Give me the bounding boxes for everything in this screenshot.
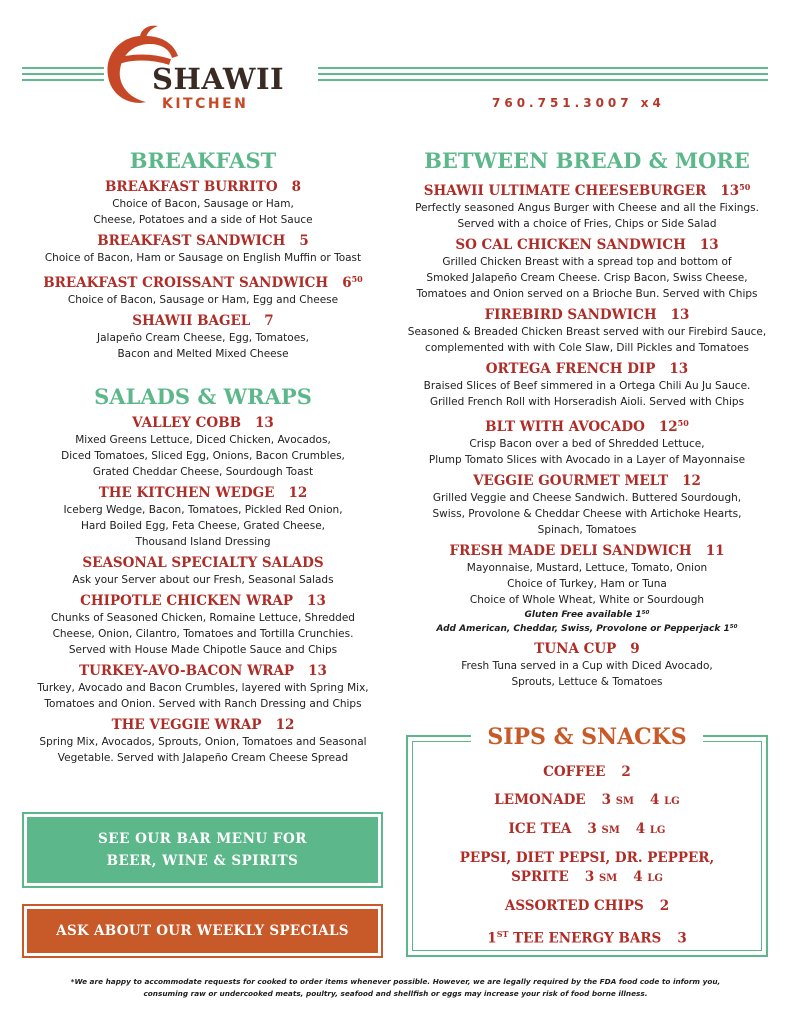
menu-item-price [292, 179, 301, 195]
menu-item [402, 178, 772, 232]
sips-item-label: TEE ENERGY BARS [513, 930, 662, 947]
price-dollars: 8 [291, 179, 302, 195]
menu-item-price [308, 663, 327, 679]
left-column [25, 148, 381, 766]
menu-item-price [255, 415, 274, 431]
menu-item-price [630, 641, 639, 657]
menu-item-description: Choice of Turkey, Ham or Tuna [507, 578, 667, 590]
menu-item-name: BREAKFAST BURRITO [104, 179, 278, 195]
menu-item-name: BLT WITH AVOCADO [485, 419, 645, 435]
price-cents: 50 [677, 418, 689, 428]
menu-item-name: VALLEY COBB [132, 415, 242, 431]
price-cents: 50 [739, 182, 751, 192]
sips-item-size-large: LG [647, 873, 663, 884]
menu-item-description: Plump Tomato Slices with Avocado in a Layer of Mayonnaise [428, 454, 746, 466]
price-dollars: 12 [658, 419, 678, 435]
menu-item-description: Smoked Jalapeño Cream Cheese. Crisp Bacon, Swiss Cheese, [426, 272, 748, 284]
menu-item [25, 414, 381, 480]
menu-item-note: Add American, Cheddar, Swiss, Provolone or Pepperjack 1⁵⁰ [436, 624, 738, 634]
menu-item-price [706, 543, 725, 559]
price-dollars: 7 [264, 313, 274, 329]
menu-item-description: Cheese, Onion, Cilantro, Tomatoes and Tortilla Crunchies. [52, 628, 354, 640]
menu-item-name: THE KITCHEN WEDGE [98, 485, 275, 501]
menu-item [25, 484, 381, 550]
header-rule [22, 73, 104, 75]
sips-item-size-small: SM [598, 873, 618, 884]
footnote-line: consuming raw or undercooked meats, poultry, seafood and shellfish or eggs may increase your risk of food borne illness. [143, 989, 648, 998]
sips-item-price-large: 4 [635, 821, 646, 837]
sips-item [408, 849, 766, 888]
phone-number: 760.751.3007 x4 [492, 96, 665, 110]
menu-item-description: Grilled French Roll with Horseradish Aioli. Served with Chips [429, 396, 745, 408]
sips-item [408, 791, 766, 811]
menu-item [402, 360, 772, 410]
sips-item-size-large: LG [649, 825, 666, 836]
weekly-specials-text: ASK ABOUT OUR WEEKLY SPECIALS [56, 923, 349, 939]
menu-item-note: Gluten Free available 1⁵⁰ [524, 610, 650, 620]
menu-item-price [671, 307, 690, 323]
menu-item-description: Mixed Greens Lettuce, Diced Chicken, Avocados, [75, 434, 331, 446]
between-list [402, 178, 772, 690]
menu-item-description: Cheese, Potatoes and a side of Hot Sauce [93, 214, 313, 226]
sips-item-price-small: 3 [587, 821, 597, 837]
menu-item-description: Jalapeño Cream Cheese, Egg, Tomatoes, [97, 332, 309, 344]
menu-item-description: Crisp Bacon over a bed of Shredded Lettuce, [469, 438, 705, 450]
menu-item-heading [402, 472, 772, 490]
breakfast-list [25, 178, 381, 362]
menu-item-name: SHAWII ULTIMATE CHEESEBURGER [423, 183, 707, 199]
footnote-line: *We are happy to accommodate requests for cooked to order items whenever possible. However, we are legally required by the FDA food code to inform you, [70, 977, 721, 986]
menu-item-description: complemented with with Cole Slaw, Dill Pickles and Tomatoes [425, 342, 749, 354]
section-title-breakfast: BREAKFAST [129, 148, 277, 173]
menu-item [25, 662, 381, 712]
sips-item-ordinal: ST [496, 929, 509, 939]
menu-item-price [700, 237, 719, 253]
sips-item-label: LEMONADE [494, 792, 586, 808]
menu-item-heading [25, 414, 381, 432]
menu-item [402, 640, 772, 690]
menu-item-price [307, 593, 326, 609]
menu-item-name: TUNA CUP [534, 641, 617, 657]
menu-item [25, 312, 381, 362]
food-safety-footnote [30, 976, 761, 1000]
menu-item-description: Mayonnaise, Mustard, Lettuce, Tomato, Onion [466, 562, 708, 574]
section-title-salads: SALADS & WRAPS [94, 384, 312, 409]
price-dollars: 13 [308, 663, 327, 679]
menu-item-name: VEGGIE GOURMET MELT [473, 473, 669, 489]
menu-item-price [288, 485, 307, 501]
sips-item-label: SPRITE [511, 869, 569, 885]
menu-item-name: FRESH MADE DELI SANDWICH [449, 543, 692, 559]
menu-item-name: SO CAL CHICKEN SANDWICH [455, 237, 686, 253]
header-rule [22, 67, 104, 69]
sips-item-label: PEPSI, DIET PEPSI, DR. PEPPER, [459, 850, 715, 866]
sips-item-label: ASSORTED CHIPS [504, 898, 644, 914]
menu-item-name: CHIPOTLE CHICKEN WRAP [80, 593, 294, 609]
menu-item-heading [25, 232, 381, 250]
salads-list [25, 414, 381, 766]
menu-item-description: Sprouts, Lettuce & Tomatoes [511, 676, 663, 688]
sips-item [408, 820, 766, 840]
menu-item-description: Turkey, Avocado and Bacon Crumbles, layered with Spring Mix, [37, 682, 369, 694]
menu-item [402, 542, 772, 636]
menu-item-heading [25, 178, 381, 196]
menu-item-description: Choice of Bacon, Ham or Sausage on English Muffin or Toast [44, 252, 362, 264]
menu-item-heading [25, 484, 381, 502]
sips-item-size-small: SM [615, 796, 634, 807]
menu-item-description: Fresh Tuna served in a Cup with Diced Avocado, [461, 660, 713, 672]
weekly-specials-box [22, 904, 383, 958]
sips-item-size-large: LG [664, 796, 680, 807]
menu-item-heading [402, 236, 772, 254]
section-title-between: BETWEEN BREAD & MORE [424, 148, 750, 173]
menu-item-description: Perfectly seasoned Angus Burger with Cheese and all the Fixings. [415, 202, 759, 214]
menu-item-description: Served with a choice of Fries, Chips or Side Salad [457, 218, 717, 230]
sips-item-size-small: SM [601, 825, 620, 836]
menu-item-description: Choice of Bacon, Sausage or Ham, Egg and Cheese [67, 294, 339, 306]
price-cents: 50 [351, 274, 363, 284]
menu-item-description: Swiss, Provolone & Cheddar Cheese with Artichoke Hearts, [432, 508, 742, 520]
menu-item-name: BREAKFAST CROISSANT SANDWICH [43, 275, 329, 291]
header-rule [22, 79, 104, 81]
section-title-sips: SIPS & SNACKS [471, 721, 703, 753]
menu-item-name: THE VEGGIE WRAP [111, 717, 262, 733]
sips-item [408, 763, 766, 782]
menu-item-heading [25, 270, 381, 292]
menu-item-description: Served with House Made Chipotle Sauce and Chips [68, 644, 338, 656]
menu-item-price [682, 473, 701, 489]
menu-item-description: Seasoned & Breaded Chicken Breast served with our Firebird Sauce, [407, 326, 767, 338]
menu-item-name: FIREBIRD SANDWICH [484, 307, 657, 323]
menu-item-description: Vegetable. Served with Jalapeño Cream Cheese Spread [57, 752, 349, 764]
sips-item-price-small: 3 [601, 792, 611, 808]
brand-logo [100, 22, 310, 122]
sips-item [408, 897, 766, 916]
menu-item [402, 236, 772, 302]
price-dollars: 13 [670, 307, 690, 323]
menu-item-description: Chunks of Seasoned Chicken, Romaine Lettuce, Shredded [51, 612, 355, 624]
sips-item-price-small: 3 [584, 869, 595, 885]
sips-item-price: 3 [677, 930, 687, 947]
menu-item-price [264, 313, 273, 329]
sips-item-label: COFFEE [543, 764, 606, 780]
price-dollars: 12 [288, 485, 308, 501]
menu-item-heading [402, 640, 772, 658]
header-rule [318, 67, 768, 69]
sips-item-price: 2 [659, 898, 670, 914]
menu-item [25, 592, 381, 658]
menu-item-price [659, 419, 689, 435]
price-dollars: 12 [682, 473, 701, 489]
menu-item [402, 306, 772, 356]
sips-item-price-large: 4 [633, 869, 643, 885]
menu-item [25, 716, 381, 766]
price-dollars: 6 [342, 275, 352, 291]
menu-item-price [720, 183, 750, 199]
menu-item-price [669, 361, 688, 377]
right-column [402, 148, 772, 690]
sips-item-price-large: 4 [650, 792, 660, 808]
menu-item-heading [25, 554, 381, 572]
menu-item-description: Grated Cheddar Cheese, Sourdough Toast [92, 466, 314, 478]
bar-menu-box [22, 812, 383, 888]
menu-item-description: Thousand Island Dressing [135, 536, 271, 548]
menu-item-description: Braised Slices of Beef simmered in a Ortega Chili Au Ju Sauce. [423, 380, 751, 392]
menu-item [25, 178, 381, 228]
menu-item-description: Grilled Chicken Breast with a spread top and bottom of [442, 256, 732, 268]
menu-item-name: BREAKFAST SANDWICH [97, 233, 286, 249]
menu-item-heading [402, 178, 772, 200]
price-dollars: 13 [699, 237, 719, 253]
menu-item-description: Diced Tomatoes, Sliced Egg, Onions, Bacon Crumbles, [61, 450, 345, 462]
menu-item-heading [25, 312, 381, 330]
menu-item-heading [402, 414, 772, 436]
price-dollars: 12 [275, 717, 295, 733]
menu-item-description: Hard Boiled Egg, Feta Cheese, Grated Cheese, [81, 520, 325, 532]
menu-item-heading [25, 662, 381, 680]
menu-item-name: SEASONAL SPECIALTY SALADS [82, 555, 324, 571]
price-dollars: 5 [299, 233, 309, 249]
menu-item-heading [25, 716, 381, 734]
header-rule [318, 73, 768, 75]
menu-item-name: SHAWII BAGEL [132, 313, 251, 329]
price-dollars: 13 [307, 593, 326, 609]
menu-item-heading [402, 306, 772, 324]
menu-item-description: Spring Mix, Avocados, Sprouts, Onion, Tomatoes and Seasonal [39, 736, 367, 748]
price-dollars: 13 [669, 361, 689, 377]
menu-item [402, 472, 772, 538]
menu-item-name: TURKEY-AVO-BACON WRAP [79, 663, 295, 679]
menu-item-heading [402, 360, 772, 378]
brand-subtitle: KITCHEN [162, 96, 249, 112]
menu-item [25, 270, 381, 308]
sips-snacks-box [406, 724, 768, 957]
menu-item [402, 414, 772, 468]
price-dollars: 13 [255, 415, 274, 431]
menu-header [0, 0, 791, 120]
bar-menu-line: SEE OUR BAR MENU FOR [98, 831, 307, 847]
menu-item-description: Bacon and Melted Mixed Cheese [117, 348, 289, 360]
price-dollars: 11 [705, 543, 725, 559]
price-dollars: 9 [630, 641, 640, 657]
price-dollars: 13 [720, 183, 740, 199]
header-rule [318, 79, 768, 81]
menu-item-description: Tomatoes and Onion served on a Brioche Bun. Served with Chips [416, 288, 758, 300]
menu-item-description: Choice of Bacon, Sausage or Ham, [112, 198, 294, 210]
bar-menu-line: BEER, WINE & SPIRITS [106, 853, 299, 869]
menu-item-price [299, 233, 308, 249]
sips-item-label: ICE TEA [508, 821, 572, 837]
menu-item-description: Spinach, Tomatoes [537, 524, 637, 536]
sips-item [408, 925, 766, 949]
sips-item-number: 1 [487, 930, 497, 947]
sips-list [408, 763, 766, 958]
menu-item-description: Ask your Server about our Fresh, Seasonal Salads [72, 574, 334, 586]
menu-item [25, 232, 381, 266]
menu-item-description: Grilled Veggie and Cheese Sandwich. Buttered Sourdough, [432, 492, 742, 504]
menu-item-heading [25, 592, 381, 610]
menu-item-name: ORTEGA FRENCH DIP [485, 361, 656, 377]
menu-item [25, 554, 381, 588]
sips-item-price: 2 [621, 764, 631, 780]
menu-item-heading [402, 542, 772, 560]
brand-name: SHAWII [152, 62, 285, 96]
menu-item-description: Choice of Whole Wheat, White or Sourdough [469, 594, 705, 606]
menu-item-price [342, 275, 363, 291]
menu-item-description: Iceberg Wedge, Bacon, Tomatoes, Pickled Red Onion, [63, 504, 343, 516]
menu-item-description: Tomatoes and Onion. Served with Ranch Dressing and Chips [44, 698, 362, 710]
menu-item-price [276, 717, 295, 733]
